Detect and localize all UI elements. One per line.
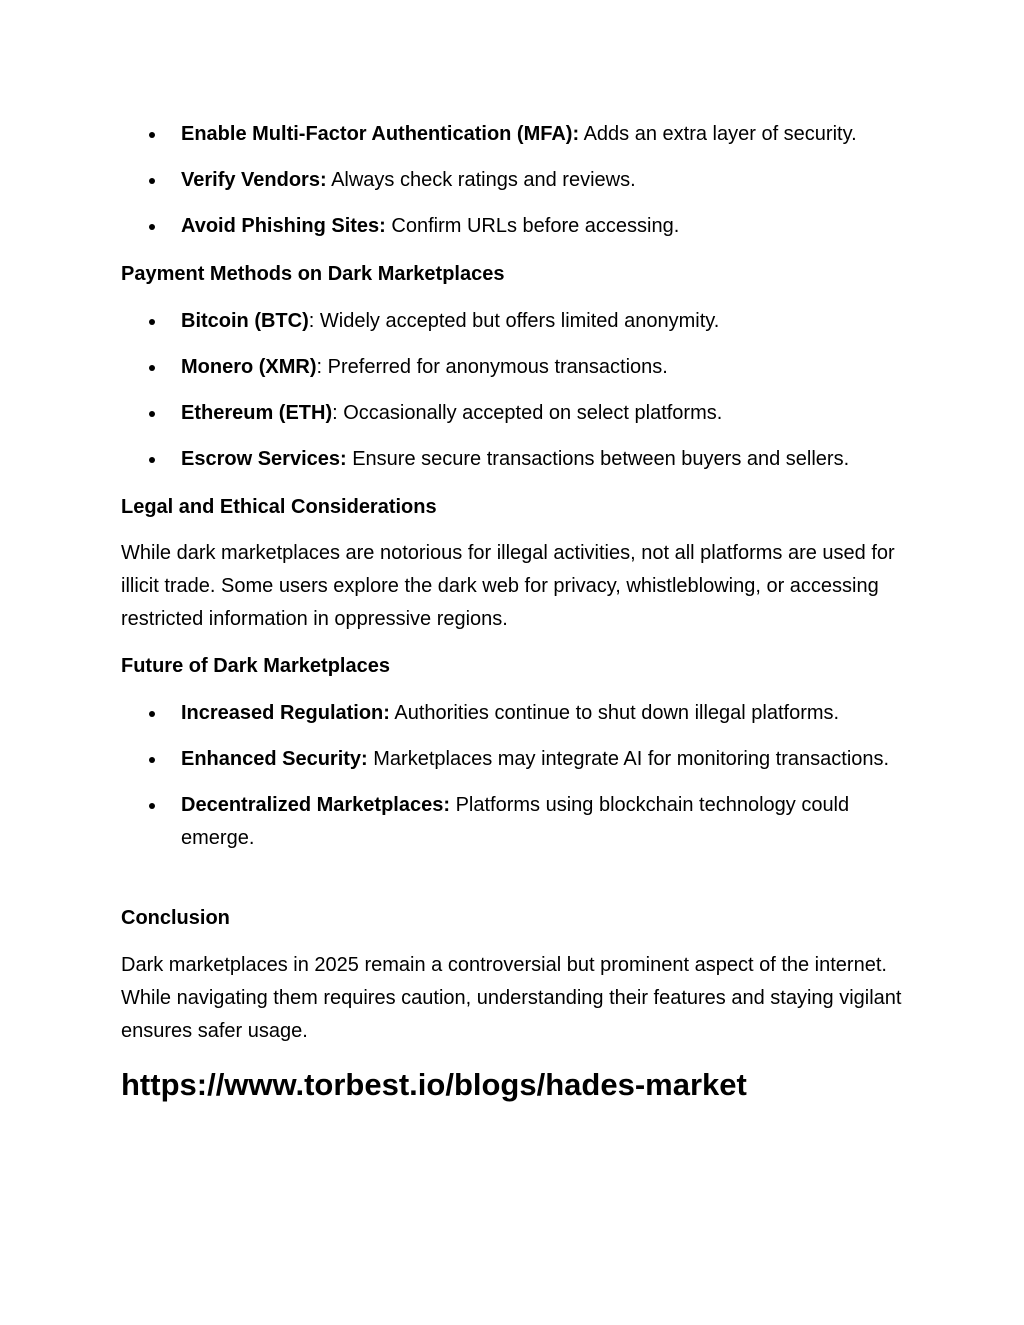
item-term: Bitcoin (BTC) bbox=[181, 310, 309, 332]
future-list bbox=[0, 697, 1024, 855]
bullet-icon bbox=[149, 319, 155, 325]
item-description: Ensure secure transactions between buyers and sellers. bbox=[346, 448, 850, 470]
bullet-icon bbox=[149, 457, 155, 463]
item-description: Confirm URLs before accessing. bbox=[385, 215, 680, 237]
bullet-icon bbox=[149, 411, 155, 417]
security-tips-list bbox=[0, 118, 1024, 243]
bullet-icon bbox=[149, 803, 155, 809]
list-item bbox=[0, 305, 1024, 338]
bullet-icon bbox=[149, 132, 155, 138]
item-description: : Widely accepted but offers limited anonymity. bbox=[308, 310, 720, 332]
list-item bbox=[0, 118, 1024, 151]
list-item bbox=[0, 697, 1024, 730]
bullet-icon bbox=[149, 757, 155, 763]
item-term: Enable Multi-Factor Authentication (MFA): bbox=[181, 123, 580, 145]
list-item bbox=[0, 210, 1024, 243]
list-item bbox=[0, 351, 1024, 384]
item-term: Avoid Phishing Sites: bbox=[181, 215, 386, 237]
list-item bbox=[0, 443, 1024, 476]
item-term: Enhanced Security: bbox=[181, 748, 368, 770]
list-item bbox=[0, 743, 1024, 776]
item-term: Increased Regulation: bbox=[181, 702, 390, 724]
future-heading: Future of Dark Marketplaces bbox=[121, 655, 390, 677]
bullet-icon bbox=[149, 365, 155, 371]
item-description: Platforms using blockchain technology could emerge. bbox=[181, 794, 850, 849]
list-item bbox=[0, 164, 1024, 197]
legal-paragraph: While dark marketplaces are notorious for illegal activities, not all platforms are used for illicit trade. Some users explore the dark web for privacy, whistleblowing, or accessing restricted information in oppressive regions. bbox=[121, 542, 895, 630]
bullet-icon bbox=[149, 178, 155, 184]
legal-heading: Legal and Ethical Considerations bbox=[121, 496, 437, 518]
item-description: Adds an extra layer of security. bbox=[579, 123, 857, 145]
item-description: Marketplaces may integrate AI for monitoring transactions. bbox=[367, 748, 890, 770]
item-description: Always check ratings and reviews. bbox=[326, 169, 636, 191]
item-term: Monero (XMR) bbox=[181, 356, 317, 378]
bullet-icon bbox=[149, 224, 155, 230]
item-term: Escrow Services: bbox=[181, 448, 347, 470]
payment-heading: Payment Methods on Dark Marketplaces bbox=[121, 263, 505, 285]
item-term: Verify Vendors: bbox=[181, 169, 327, 191]
list-item bbox=[0, 397, 1024, 430]
blog-link[interactable]: https://www.torbest.io/blogs/hades-market bbox=[121, 1067, 747, 1102]
list-item bbox=[0, 789, 1024, 855]
conclusion-paragraph: Dark marketplaces in 2025 remain a controversial but prominent aspect of the internet. While navigating them requires caution, understanding their features and staying vigilant ensures safer usage. bbox=[121, 954, 902, 1042]
item-term: Ethereum (ETH) bbox=[181, 402, 333, 424]
bullet-icon bbox=[149, 711, 155, 717]
item-description: : Preferred for anonymous transactions. bbox=[316, 356, 668, 378]
item-description: Authorities continue to shut down illegal platforms. bbox=[389, 702, 840, 724]
item-description: : Occasionally accepted on select platforms. bbox=[332, 402, 723, 424]
payment-methods-list bbox=[0, 305, 1024, 476]
conclusion-heading: Conclusion bbox=[121, 907, 230, 929]
item-term: Decentralized Marketplaces: bbox=[181, 794, 451, 816]
